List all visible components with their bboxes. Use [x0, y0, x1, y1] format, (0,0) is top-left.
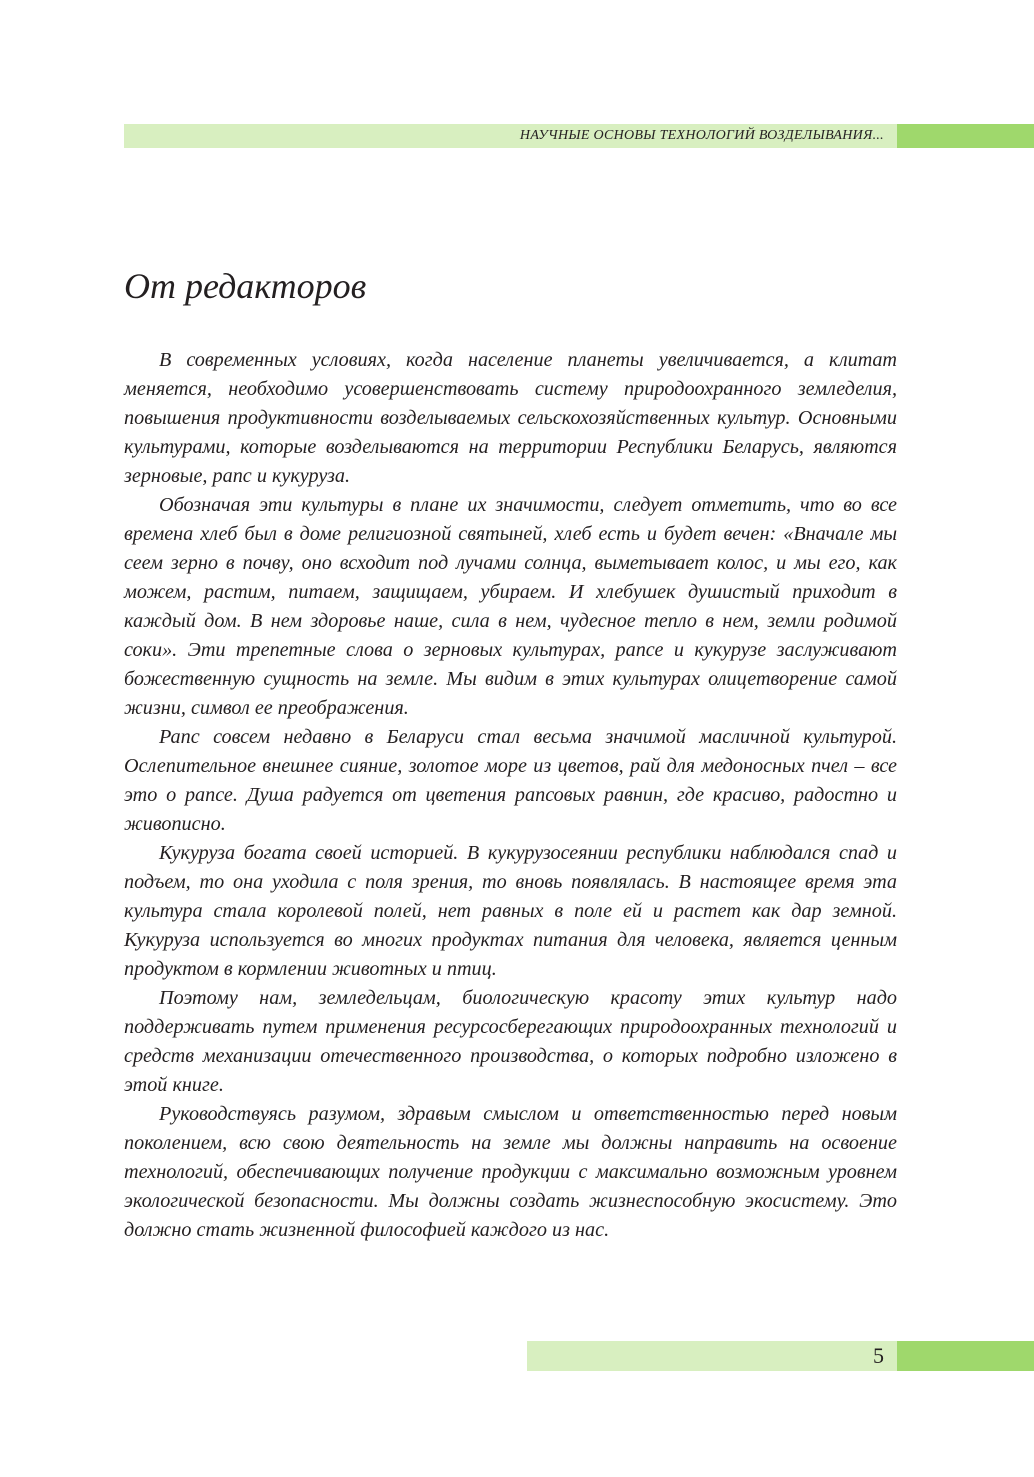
paragraph: В современных условиях, когда население планеты увеличивается, а клиmат меняется, необходимо усовершенствовать систему природоохранного земледелия, повышения продуктивности возделываемых сельскохозяйственных культур. Основными культурами, которые возделываются на территории Республики Беларусь, являются зерновые, рапс и кукуруза.	[124, 349, 897, 487]
paragraph: Обозначая эти культуры в плане их значимости, следует отметить, что во все времена хлеб был в доме религиозной святыней, хлеб есть и будет вечен: «Вначале мы сеем зерно в почву, оно всходит под лучами солнца, выметывает колос, и мы его, как можем, растим, питаем, защищаем, убираем. И хлебушек душистый приходит в каждый дом. В нем здоровье наше, сила в нем, чудесное тепло в нем, земли родимой соки». Эти трепетные слова о зерновых культурах, рапсе и кукурузе заслуживают божественную сущность на земле. Мы видим в этих культурах олицетворение самой жизни, символ ее преображения.	[124, 494, 897, 719]
footer-accent-block	[897, 1341, 1034, 1371]
paragraph: Кукуруза богата своей историей. В кукурузосеянии республики наблюдался спад и подъем, то она уходила с поля зрения, то вновь появлялась. В настоящее время эта культура стала королевой полей, нет равных в поле ей и растет как дар земной. Кукуруза используется во многих продуктах питания для человека, является ценным продуктом в кормлении животных и птиц.	[124, 842, 897, 980]
paragraph: Рапс совсем недавно в Беларуси стал весьма значимой масличной культурой. Ослепительное внешнее сияние, золотое море из цветов, рай для медоносных пчел – все это о рапсе. Душа радуется от цветения рапсовых равнин, где красиво, радостно и живописно.	[124, 726, 897, 835]
page-title: От редакторов	[124, 266, 367, 306]
page-number: 5	[873, 1343, 884, 1368]
running-title: НАУЧНЫЕ ОСНОВЫ ТЕХНОЛОГИЙ ВОЗДЕЛЫВАНИЯ...	[519, 128, 884, 143]
header-accent-block	[897, 124, 1034, 148]
body-text	[124, 346, 897, 1245]
paragraph: Поэтому нам, земледельцам, биологическую красоту этих культур надо поддерживать путем применения ресурсосберегающих природоохранных технологий и средств механизации отечественного производства, о которых подробно изложено в этой книге.	[124, 987, 897, 1096]
footer-band	[527, 1341, 897, 1371]
paragraph: Руководствуясь разумом, здравым смыслом и ответственностью перед новым поколением, всю свою деятельность на земле мы должны направить на освоение технологий, обеспечивающих получение продукции с максимально возможным уровнем экологической безопасности. Мы должны создать жизнеспособную экосистему. Это должно стать жизненной философией каждого из нас.	[124, 1103, 897, 1241]
